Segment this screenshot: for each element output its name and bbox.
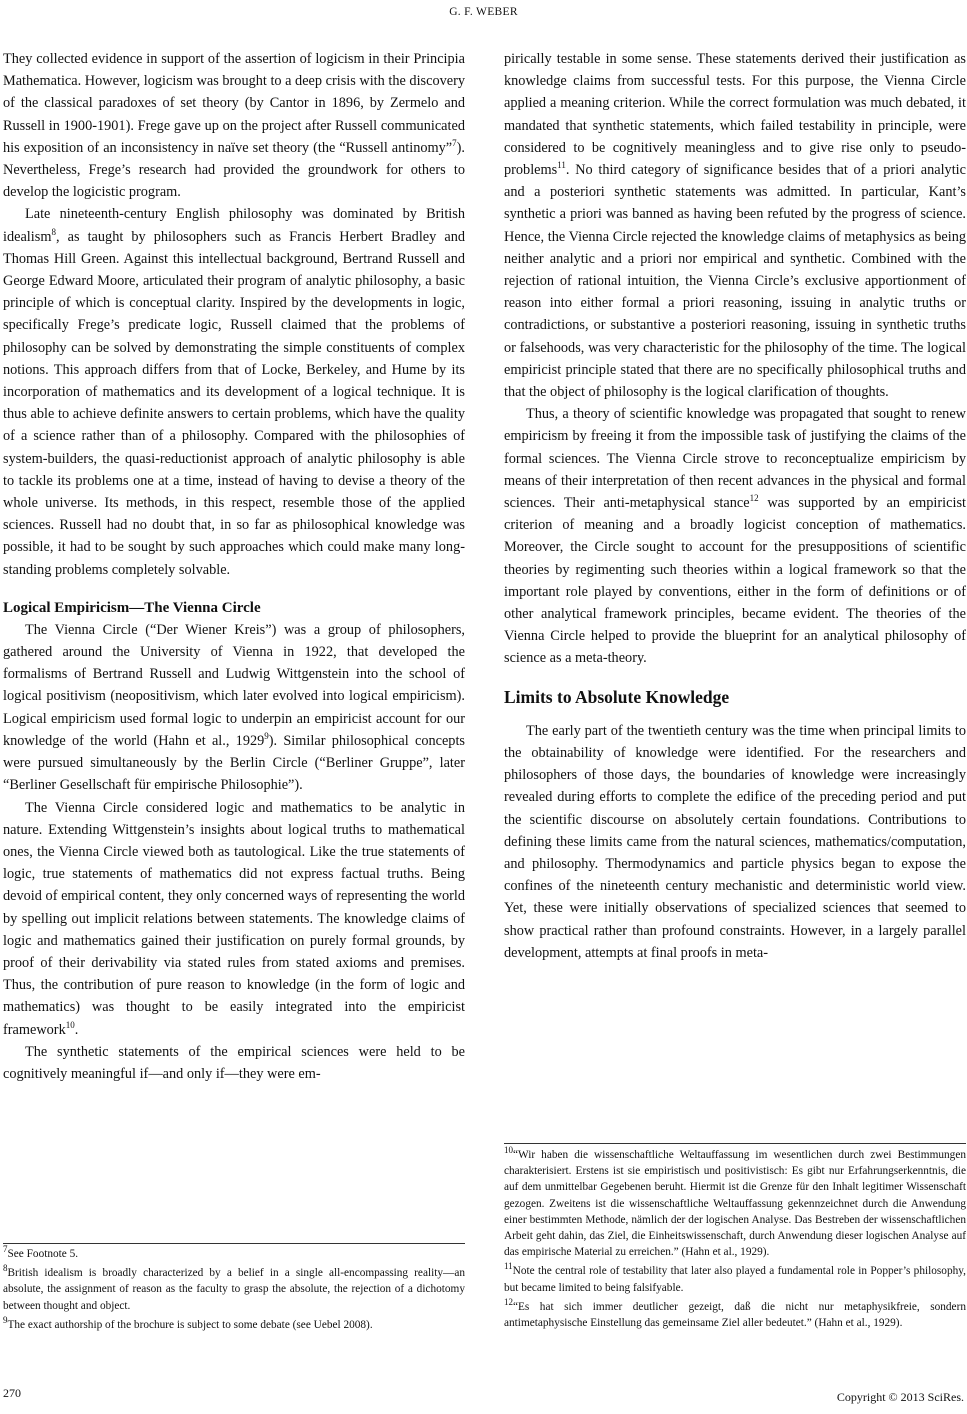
paragraph: The Vienna Circle considered logic and mathematics to be analytic in nature. Extending Wittgenstein’s insights about logical truths to mathematical ones, the Vienna Circle viewed both as tautological. Like the true statements of logic, true statements of mathematics did not express factual truths. Being devoid of empirical content, they only concerned ways of representing the world by spelling out implicit relations between statements. The knowledge claims of logic and mathematics gained their justification on purely formal grounds, by proof of their derivability via stated rules from stated axioms and premises. Thus, the contribution of pure reason to knowledge (in the form of logic and mathematics) was thought to be easily integrated into the empiricist framework$^{10}$. xyxy=(3,799,465,1038)
right-column xyxy=(504,48,966,964)
footnote-ref[interactable]: 7 xyxy=(452,138,457,149)
paragraph: Thus, a theory of scientific knowledge was propagated that sought to renew empiricism by freeing it from the impossible task of justifying the claims of the formal sciences. The Vienna Circle strove to reconceptualize empiricism by means of their interpretation of then recent advances in the physical and formal sciences. Their anti-metaphysical stance$^{12}$ was supported by an empiricist criterion of meaning and a broadly logicist conception of mathematics. Moreover, the Circle sought to account for the presuppositions of scientific theories by regimenting such theories within a logical framework so that the important role played by conventions, either in the form of definitions or of other analytical framework principles, became evident. The theories of the Vienna Circle helped to provide the blueprint for an analytical philosophy of science as a meta-theory. xyxy=(504,406,966,667)
paragraph: The synthetic statements of the empirical sciences were held to be cognitively meaningful if—and only if—they were em- xyxy=(3,1043,465,1082)
section-heading: Limits to Absolute Knowledge xyxy=(504,686,730,707)
footnote: $^8$British idealism is broadly characterized by a belief in a single all-encompassing reality—an absolute, the assignment of reason as the faculty to grasp the absolute, the rejection of a dichotomy between thought and object. xyxy=(3,1263,465,1312)
section-heading: Logical Empiricism—The Vienna Circle xyxy=(3,599,261,616)
page-number: 270 xyxy=(3,1386,21,1400)
footnote: $^{11}$Note the central role of testability that later also played a fundamental role in Popper’s philosophy, but became limited to being falsifyable. xyxy=(504,1261,966,1294)
footnote-divider xyxy=(504,1143,966,1144)
footnote: $^9$The exact authorship of the brochure is subject to some debate (see Uebel 2008). xyxy=(3,1315,373,1331)
paragraph: Late nineteenth-century English philosophy was dominated by British idealism$^8$, as taught by philosophers such as Francis Herbert Bradley and Thomas Hill Green. Against this intellectual background, Bertrand Russell and George Edward Moore, articulated their program of analytic philosophy, a basic principle of which is conceptual clarity. Inspired by the developments in logic, specifically Frege’s predicate logic, Russell claimed that the problems of philosophy can be solved by demonstrating the simple constituents of complex notions. This approach differs from that of Locke, Berkeley, and Hume by its incorporation of mathematics and its development of a logical technique. It is thus able to achieve definite answers to certain problems, which have the quality of a science rather than of a philosophy. Compared with the philosophies of system-builders, the quasi-reductionist approach of analytic philosophy is able to tackle its problems one at a time, instead of having to devise a theory of the whole universe. Its methods, in this respect, resemble those of the applied sciences. Russell had no doubt that, in so far as philosophical knowledge was possible, it had to be sought by such approaches which could make many long-standing problems completely solvable. xyxy=(3,206,465,578)
footnote: $^{12}$“Es hat sich immer deutlicher gezeigt, daß die nicht nur metaphysikfreie, sondern antimetaphysische Einstellung das gemeinsame Ziel aller bedeutet.” (Hahn et al., 1929). xyxy=(504,1297,966,1330)
copyright-notice: Copyright © 2013 SciRes. xyxy=(836,1390,964,1404)
footnote-ref[interactable]: 8 xyxy=(51,226,56,237)
paragraph: The early part of the twentieth century was the time when principal limits to the obtainability of knowledge were identified. For the researchers and philosophers of those days, the boundaries of knowledge were increasingly revealed during efforts to complete the edifice of the preceding period and put the scientific discourse on absolutely certain foundations. Contributions to defining these limits came from the natural sciences, mathematics/computation, and philosophy. Thermodynamics and particle physics began to expose the confines of the nineteenth century mechanistic and deterministic world view. Yet, these were initially observations of specialized sciences that seemed to show practical rather than profound constraints. However, in a largely parallel development, attempts at final proofs in meta- xyxy=(504,722,966,961)
paragraph: pirically testable in some sense. These statements derived their justification as knowledge claims from successful tests. For this purpose, the Vienna Circle applied a meaning criterion. While the correct formulation was much debated, it mandated that synthetic statements, which failed testability in principle, were considered to be cognitively meaningless and to give rise only to pseudo-problems$^{11}$. No third category of significance besides that of a priori analytic and a posteriori synthetic statements was admitted. In particular, Kant’s synthetic a priori was banned as having been refuted by the progress of science. Hence, the Vienna Circle rejected the knowledge claims of metaphysics as being neither analytic and a priori nor empirical and synthetic. Combined with the rejection of rational intuition, the Vienna Circle’s exclusive apportionment of reason into either formal a priori reasoning, issuing in analytic truths or contradictions, or substantive a posteriori reasoning, issuing in synthetic truths or falsehoods, was very characteristic for the philosophy of the time. The logical empiricist principle stated that there are no specifically philosophical truths and that the object of philosophy is the logical clarification of thoughts. xyxy=(504,51,966,401)
paragraph: They collected evidence in support of the assertion of logicism in their Principia Mathematica. However, logicism was brought to a deep crisis with the discovery of the classical paradoxes of set theory (by Cantor in 1896, by Zermelo and Russell in 1900-1901). Frege gave up on the project after Russell communicated his exposition of an inconsistency in naïve set theory (the “Russell antinomy”$^7$). Nevertheless, Frege’s research had provided the groundwork for others to develop the logicistic program. xyxy=(3,51,465,201)
footnotes-right xyxy=(504,1147,966,1334)
footnote-divider xyxy=(3,1243,465,1244)
footnote: $^{10}$“Wir haben die wissenschaftliche Weltauffassung im wesentlichen durch zwei Bestimmungen charakterisiert. Erstens ist sie empiristisch und positivistisch: Es gibt nur Erfahrungserkenntnis, die auf dem unmittelbar Gegebenen beruht. Hiermit ist die Grenze für den Inhalt legitimer Wissenschaft gezogen. Zweitens ist die wissenschaftliche Weltauffassung gekennzeichnet durch die Anwendung einer bestimmten Methode, nämlich der der logischen Analyse. Das Bestreben der wissenschaftlichen Arbeit geht dahin, das Ziel, die Einheitswissenschaft, durch Anwendung dieser logischen Analyse auf das empirische Material zu erreichen.” (Hahn et al., 1929). xyxy=(504,1145,966,1259)
running-head: G. F. WEBER xyxy=(449,6,518,18)
paragraph: The Vienna Circle (“Der Wiener Kreis”) was a group of philosophers, gathered around the University of Vienna in 1922, that developed the formalisms of Bertrand Russell and Ludwig Wittgenstein into the school of logical positivism (neopositivism, which later evolved into logical empiricism). Logical empiricism used formal logic to underpin an empiricist account for our knowledge of the world (Hahn et al., 1929$^9$). Similar philosophical concepts were pursued simultaneously by the Berlin Circle (“Berliner Gruppe”, later “Berliner Gesellschaft für empirische Philosophie”). xyxy=(3,621,465,794)
footnote: $^7$See Footnote 5. xyxy=(3,1244,79,1260)
footnotes-left xyxy=(3,1246,465,1336)
footnote-ref[interactable]: 11 xyxy=(557,160,566,171)
footnote-ref[interactable]: 9 xyxy=(264,731,269,742)
left-column xyxy=(3,48,465,1085)
footnote-ref[interactable]: 10 xyxy=(65,1019,75,1030)
footnote-ref[interactable]: 12 xyxy=(749,493,759,504)
